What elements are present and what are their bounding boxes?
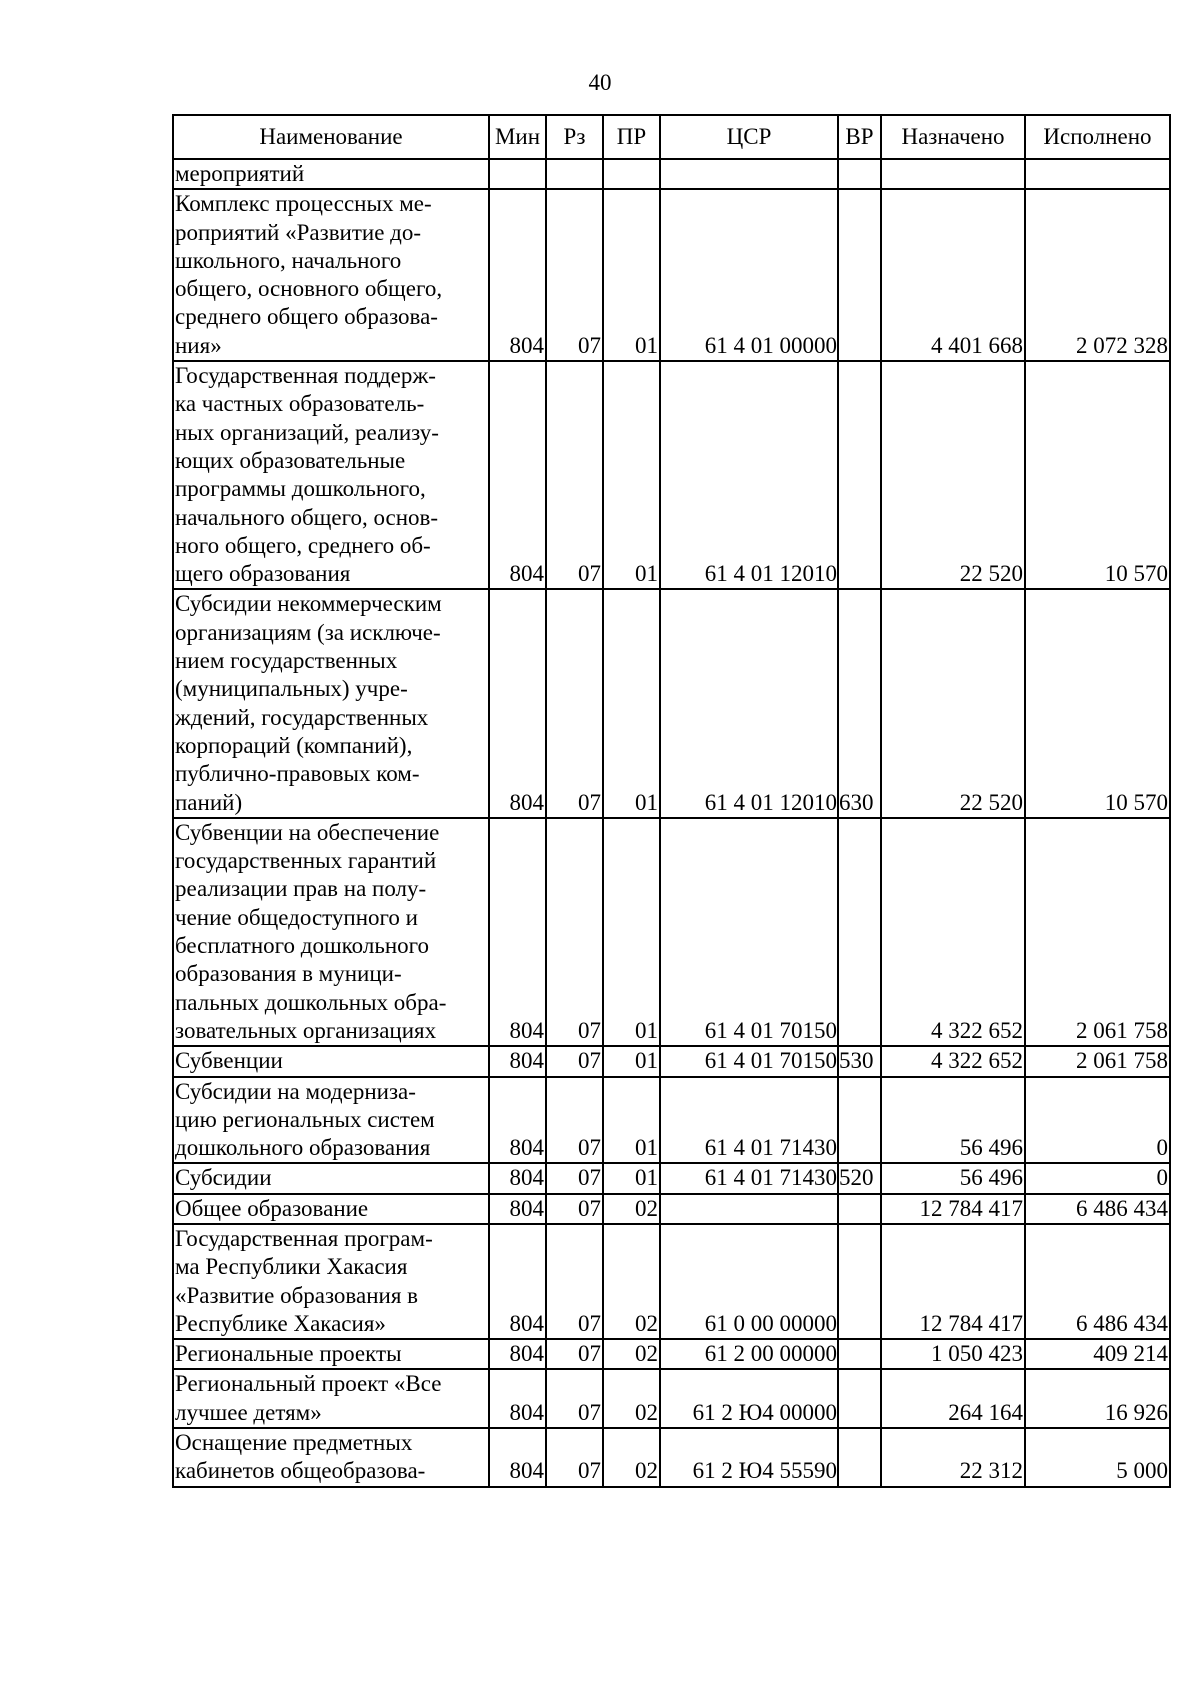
vr-cell [838,1224,881,1339]
table-row [173,1194,1170,1224]
assigned-cell: 22 312 [881,1428,1025,1487]
rz-cell: 07 [546,1428,603,1487]
assigned-cell: 56 496 [881,1077,1025,1164]
rz-cell: 07 [546,1046,603,1076]
table-row [173,1339,1170,1369]
assigned-cell: 12 784 417 [881,1194,1025,1224]
min-cell: 804 [489,1428,546,1487]
table-row [173,1077,1170,1164]
vr-cell [838,1339,881,1369]
assigned-cell: 4 322 652 [881,818,1025,1046]
csr-cell: 61 4 01 12010 [660,589,838,817]
executed-cell: 2 061 758 [1025,818,1170,1046]
name-cell: мероприятий [173,159,489,189]
table-header-row [173,115,1170,159]
min-cell: 804 [489,361,546,589]
vr-cell [838,159,881,189]
min-cell: 804 [489,1163,546,1193]
pr-cell: 01 [603,361,660,589]
table-row [173,1163,1170,1193]
csr-cell: 61 2 00 00000 [660,1339,838,1369]
pr-cell: 01 [603,189,660,361]
vr-cell: 520 [838,1163,881,1193]
pr-cell: 02 [603,1224,660,1339]
executed-cell [1025,159,1170,189]
vr-cell [838,1369,881,1428]
executed-cell: 6 486 434 [1025,1194,1170,1224]
csr-cell: 61 4 01 71430 [660,1077,838,1164]
table-row [173,159,1170,189]
name-cell: Комплекс процессных ме- роприятий «Развитие до- школьного, начального общего, основного общего, среднего общего образова- ния» [173,189,489,361]
executed-cell: 0 [1025,1077,1170,1164]
vr-cell [838,189,881,361]
name-cell: Субсидии некоммерческим организациям (за исключе- нием государственных (муниципальных) учре- ждений, государственных корпораций (компаний), публично-правовых ком- паний) [173,589,489,817]
pr-cell: 01 [603,1163,660,1193]
min-cell: 804 [489,1224,546,1339]
assigned-cell: 12 784 417 [881,1224,1025,1339]
name-cell: Региональные проекты [173,1339,489,1369]
table-row [173,818,1170,1046]
name-cell: Государственная програм- ма Республики Хакасия «Развитие образования в Республике Хакасия» [173,1224,489,1339]
header-rz: Рз [546,115,603,159]
assigned-cell [881,159,1025,189]
rz-cell: 07 [546,1339,603,1369]
executed-cell: 5 000 [1025,1428,1170,1487]
name-cell: Оснащение предметных кабинетов общеобразова- [173,1428,489,1487]
csr-cell: 61 2 Ю4 00000 [660,1369,838,1428]
header-name: Наименование [173,115,489,159]
name-cell: Субсидии на модерниза- цию региональных систем дошкольного образования [173,1077,489,1164]
header-csr: ЦСР [660,115,838,159]
csr-cell: 61 4 01 71430 [660,1163,838,1193]
table-row [173,1046,1170,1076]
executed-cell: 2 061 758 [1025,1046,1170,1076]
vr-cell: 630 [838,589,881,817]
min-cell: 804 [489,589,546,817]
csr-cell: 61 2 Ю4 55590 [660,1428,838,1487]
csr-cell [660,1194,838,1224]
table-row [173,361,1170,589]
pr-cell: 01 [603,1077,660,1164]
executed-cell: 16 926 [1025,1369,1170,1428]
csr-cell: 61 4 01 70150 [660,818,838,1046]
csr-cell: 61 0 00 00000 [660,1224,838,1339]
min-cell: 804 [489,818,546,1046]
vr-cell [838,361,881,589]
assigned-cell: 22 520 [881,361,1025,589]
assigned-cell: 264 164 [881,1369,1025,1428]
rz-cell: 07 [546,1224,603,1339]
pr-cell: 01 [603,818,660,1046]
executed-cell: 2 072 328 [1025,189,1170,361]
pr-cell: 01 [603,589,660,817]
csr-cell: 61 4 01 00000 [660,189,838,361]
csr-cell: 61 4 01 12010 [660,361,838,589]
table-row [173,1224,1170,1339]
vr-cell [838,1428,881,1487]
header-executed: Исполнено [1025,115,1170,159]
pr-cell: 01 [603,1046,660,1076]
rz-cell [546,159,603,189]
executed-cell: 10 570 [1025,361,1170,589]
table-body [173,159,1170,1487]
rz-cell: 07 [546,1194,603,1224]
min-cell: 804 [489,1046,546,1076]
table-row [173,1369,1170,1428]
header-min: Мин [489,115,546,159]
vr-cell [838,818,881,1046]
pr-cell: 02 [603,1369,660,1428]
assigned-cell: 1 050 423 [881,1339,1025,1369]
rz-cell: 07 [546,361,603,589]
min-cell [489,159,546,189]
min-cell: 804 [489,1077,546,1164]
csr-cell: 61 4 01 70150 [660,1046,838,1076]
name-cell: Субсидии [173,1163,489,1193]
executed-cell: 10 570 [1025,589,1170,817]
rz-cell: 07 [546,189,603,361]
rz-cell: 07 [546,818,603,1046]
pr-cell: 02 [603,1194,660,1224]
csr-cell [660,159,838,189]
pr-cell [603,159,660,189]
name-cell: Региональный проект «Все лучшее детям» [173,1369,489,1428]
min-cell: 804 [489,1339,546,1369]
min-cell: 804 [489,1194,546,1224]
executed-cell: 6 486 434 [1025,1224,1170,1339]
rz-cell: 07 [546,1369,603,1428]
vr-cell [838,1077,881,1164]
pr-cell: 02 [603,1428,660,1487]
executed-cell: 409 214 [1025,1339,1170,1369]
table-row [173,1428,1170,1487]
assigned-cell: 56 496 [881,1163,1025,1193]
assigned-cell: 22 520 [881,589,1025,817]
page-number: 40 [588,70,612,95]
table-row [173,189,1170,361]
name-cell: Субвенции на обеспечение государственных гарантий реализации прав на полу- чение общедоступного и бесплатного дошкольного образования в муници- пальных дошкольных обра- зовательных организациях [173,818,489,1046]
name-cell: Государственная поддерж- ка частных образователь- ных организаций, реализу- ющих образовательные программы дошкольного, начального общего, основ- ного общего, среднего об- щего образования [173,361,489,589]
name-cell: Субвенции [173,1046,489,1076]
rz-cell: 07 [546,589,603,817]
min-cell: 804 [489,189,546,361]
vr-cell [838,1194,881,1224]
header-assigned: Назначено [881,115,1025,159]
name-cell: Общее образование [173,1194,489,1224]
min-cell: 804 [489,1369,546,1428]
assigned-cell: 4 322 652 [881,1046,1025,1076]
assigned-cell: 4 401 668 [881,189,1025,361]
table-row [173,589,1170,817]
header-vr: ВР [838,115,881,159]
vr-cell: 530 [838,1046,881,1076]
header-pr: ПР [603,115,660,159]
budget-table [172,114,1171,1488]
executed-cell: 0 [1025,1163,1170,1193]
pr-cell: 02 [603,1339,660,1369]
rz-cell: 07 [546,1077,603,1164]
rz-cell: 07 [546,1163,603,1193]
